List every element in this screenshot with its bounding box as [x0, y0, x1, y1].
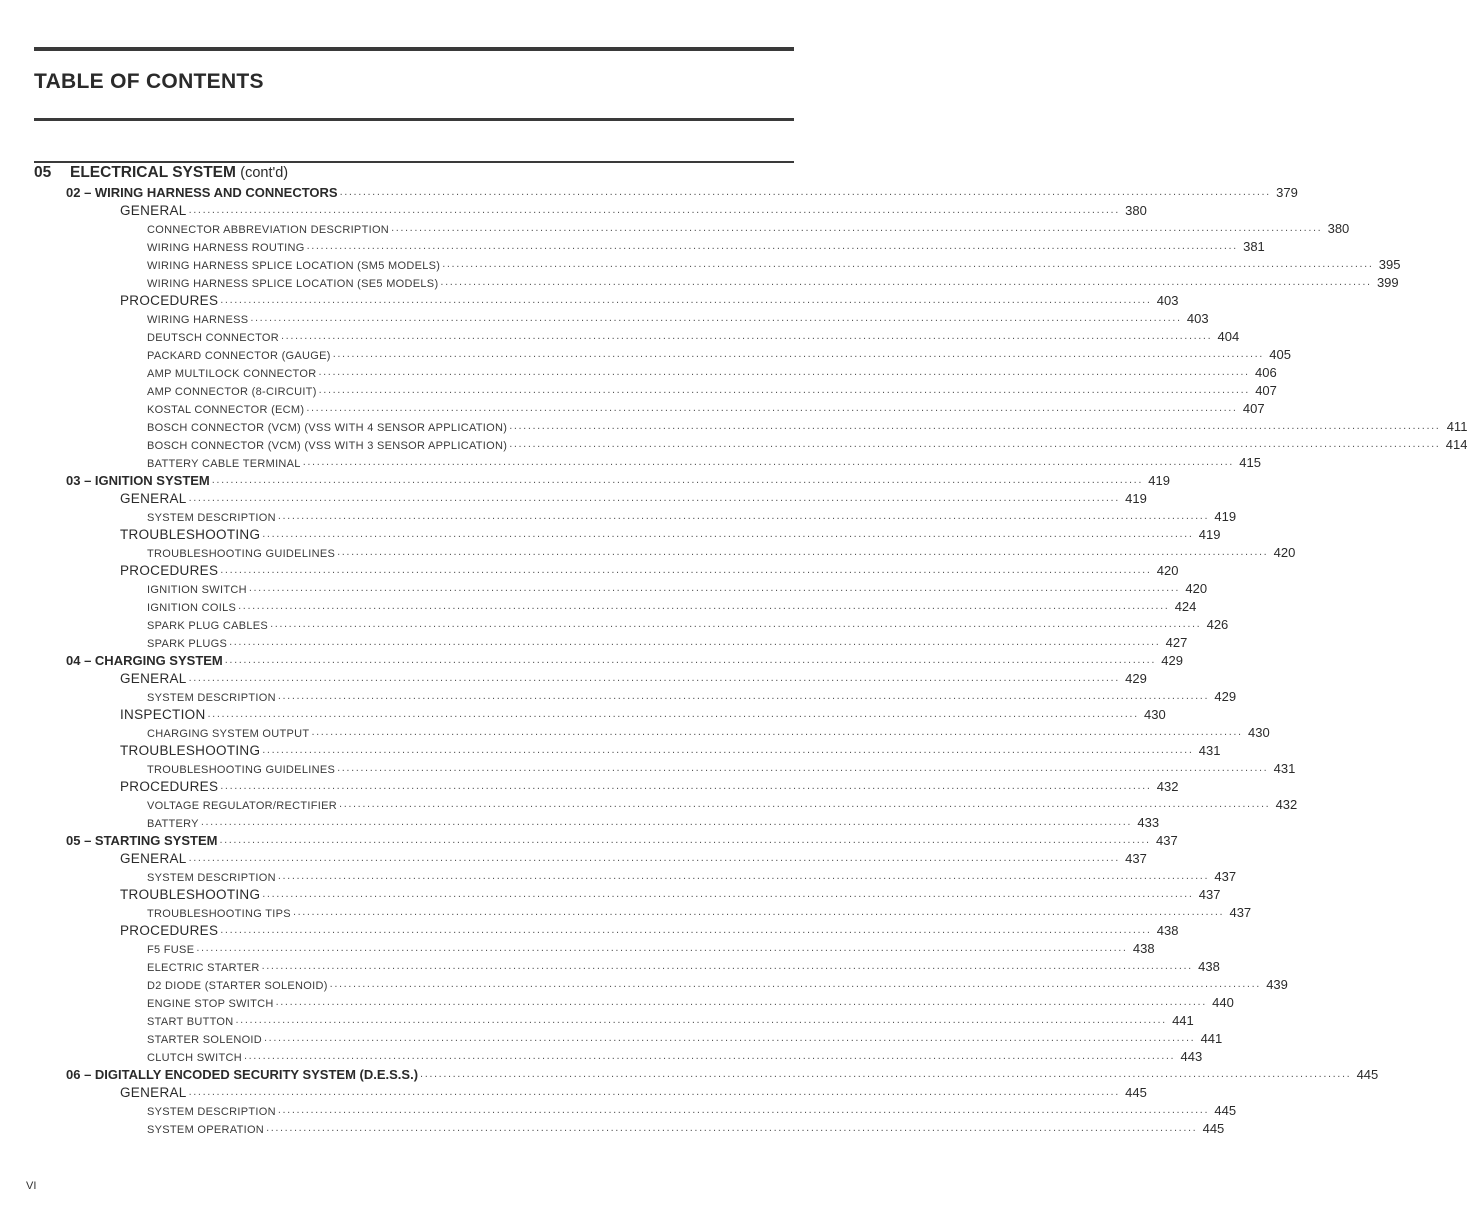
dot-leader: ........................................................................................................................................................................................................ — [188, 672, 1120, 684]
dot-leader: ........................................................................................................................................................................................................ — [219, 834, 1151, 846]
toc-entry-level-3[interactable] — [0, 1010, 1194, 1028]
toc-entry-label: PROCEDURES — [120, 563, 219, 578]
dot-leader: ........................................................................................................................................................................................................ — [224, 654, 1156, 666]
toc-entry-level-3[interactable] — [0, 956, 1220, 974]
toc-entry-level-3[interactable] — [0, 1118, 1225, 1136]
toc-entry-label: SPARK PLUGS — [147, 638, 228, 650]
toc-entry-level-3[interactable] — [0, 578, 1208, 596]
dot-leader: ........................................................................................................................................................................................................ — [262, 744, 1194, 756]
toc-entry-label: IGNITION COILS — [147, 602, 237, 614]
dot-leader: ........................................................................................................................................................................................................ — [220, 924, 1152, 936]
dot-leader: ........................................................................................................................................................................................................ — [302, 456, 1234, 468]
toc-entry-level-3[interactable] — [0, 1046, 1203, 1064]
dot-leader: ........................................................................................................................................................................................................ — [264, 1032, 1196, 1044]
dot-leader: ........................................................................................................................................................................................................ — [220, 780, 1152, 792]
toc-entry-level-3[interactable] — [0, 452, 1261, 470]
toc-entry-label: VOLTAGE REGULATOR/RECTIFIER — [147, 800, 338, 812]
dot-leader: ........................................................................................................................................................................................................ — [188, 852, 1120, 864]
dot-leader: ........................................................................................................................................................................................................ — [243, 1050, 1176, 1062]
toc-entry-label: PROCEDURES — [120, 293, 219, 308]
toc-entry-level-2[interactable] — [0, 524, 1221, 542]
dot-leader: ........................................................................................................................................................................................................ — [391, 222, 1323, 234]
toc-entry-label: GENERAL — [120, 1085, 187, 1100]
toc-entry-page: 419 — [1198, 527, 1221, 542]
toc-entry-level-3[interactable] — [0, 1100, 1237, 1118]
toc-entry-page: 407 — [1242, 401, 1265, 416]
dot-leader: ........................................................................................................................................................................................................ — [275, 996, 1207, 1008]
table-of-contents — [0, 182, 1467, 1136]
toc-entry-level-3[interactable] — [0, 938, 1155, 956]
dot-leader: ........................................................................................................................................................................................................ — [277, 1104, 1210, 1116]
toc-entry-level-3[interactable] — [0, 506, 1237, 524]
toc-entry-label: 03 – IGNITION SYSTEM — [66, 473, 210, 488]
section-continued: (cont'd) — [240, 165, 289, 181]
toc-entry-page: 443 — [1180, 1049, 1203, 1064]
dot-leader: ........................................................................................................................................................................................................ — [442, 258, 1374, 270]
toc-entry-level-2[interactable] — [0, 1082, 1147, 1100]
toc-entry-label: CONNECTOR ABBREVIATION DESCRIPTION — [147, 224, 390, 236]
toc-entry-label: F5 FUSE — [147, 944, 195, 956]
toc-entry-page: 407 — [1255, 383, 1277, 398]
toc-entry-page: 424 — [1174, 599, 1197, 614]
toc-entry-label: SYSTEM OPERATION — [147, 1124, 265, 1136]
toc-entry-label: SYSTEM DESCRIPTION — [147, 692, 276, 704]
toc-entry-page: 441 — [1172, 1013, 1194, 1028]
toc-entry-level-3[interactable] — [0, 398, 1265, 416]
toc-entry-label: CHARGING SYSTEM OUTPUT — [147, 728, 310, 740]
dot-leader: ........................................................................................................................................................................................................ — [207, 708, 1139, 720]
toc-entry-page: 431 — [1273, 761, 1296, 776]
toc-entry-label: TROUBLESHOOTING GUIDELINES — [147, 548, 336, 560]
toc-entry-level-2[interactable] — [0, 884, 1221, 902]
toc-entry-label: TROUBLESHOOTING — [120, 527, 261, 542]
toc-entry-level-3[interactable] — [0, 362, 1277, 380]
section-number: 05 — [34, 164, 52, 181]
toc-entry-page: 438 — [1156, 923, 1179, 938]
toc-entry-page: 437 — [1214, 869, 1237, 884]
toc-entry-level-3[interactable] — [0, 380, 1277, 398]
toc-entry-level-3[interactable] — [0, 974, 1288, 992]
title-divider — [34, 118, 794, 121]
toc-entry-page: 433 — [1137, 815, 1160, 830]
dot-leader: ........................................................................................................................................................................................................ — [311, 726, 1243, 738]
toc-entry-page: 437 — [1156, 833, 1178, 848]
toc-entry-label: BATTERY CABLE TERMINAL — [147, 458, 301, 470]
dot-leader: ........................................................................................................................................................................................................ — [196, 942, 1128, 954]
toc-entry-page: 445 — [1356, 1067, 1379, 1082]
toc-entry-label: 05 – STARTING SYSTEM — [66, 833, 218, 848]
dot-leader: ........................................................................................................................................................................................................ — [250, 312, 1182, 324]
dot-leader: ........................................................................................................................................................................................................ — [235, 1014, 1167, 1026]
toc-entry-level-3[interactable] — [0, 992, 1234, 1010]
toc-entry-label: GENERAL — [120, 491, 187, 506]
toc-entry-page: 419 — [1214, 509, 1237, 524]
toc-entry-level-3[interactable] — [0, 632, 1188, 650]
toc-entry-page: 438 — [1132, 941, 1155, 956]
toc-entry-level-1[interactable] — [0, 830, 1178, 848]
toc-entry-page: 429 — [1125, 671, 1147, 686]
page-number: VI — [26, 1180, 37, 1192]
dot-leader: ........................................................................................................................................................................................................ — [211, 474, 1143, 486]
toc-entry-page: 432 — [1275, 797, 1298, 812]
dot-leader: ........................................................................................................................................................................................................ — [266, 1122, 1198, 1134]
dot-leader: ........................................................................................................................................................................................................ — [229, 636, 1161, 648]
toc-entry-level-2[interactable] — [0, 848, 1147, 866]
toc-entry-page: 381 — [1243, 239, 1265, 254]
dot-leader: ........................................................................................................................................................................................................ — [337, 546, 1269, 558]
toc-entry-label: BOSCH CONNECTOR (VCM) (VSS WITH 3 SENSOR APPLICATION) — [147, 440, 508, 452]
toc-entry-level-1[interactable] — [0, 182, 1298, 200]
toc-entry-level-3[interactable] — [0, 218, 1350, 236]
toc-entry-level-1[interactable] — [0, 650, 1183, 668]
section-header — [34, 164, 288, 182]
toc-entry-label: STARTER SOLENOID — [147, 1034, 263, 1046]
dot-leader: ........................................................................................................................................................................................................ — [306, 240, 1238, 252]
dot-leader: ........................................................................................................................................................................................................ — [220, 294, 1152, 306]
toc-entry-page: 420 — [1273, 545, 1296, 560]
toc-entry-level-3[interactable] — [0, 542, 1296, 560]
toc-entry-label: D2 DIODE (STARTER SOLENOID) — [147, 980, 328, 992]
toc-entry-level-3[interactable] — [0, 812, 1160, 830]
toc-entry-label: ELECTRIC STARTER — [147, 962, 260, 974]
toc-entry-page: 420 — [1185, 581, 1208, 596]
toc-entry-page: 438 — [1198, 959, 1220, 974]
section-title: ELECTRICAL SYSTEM — [70, 164, 236, 181]
dot-leader: ........................................................................................................................................................................................................ — [318, 366, 1250, 378]
toc-entry-label: AMP MULTILOCK CONNECTOR — [147, 368, 317, 380]
toc-entry-page: 445 — [1202, 1121, 1225, 1136]
dot-leader: ........................................................................................................................................................................................................ — [188, 492, 1120, 504]
toc-entry-level-3[interactable] — [0, 326, 1240, 344]
toc-entry-level-3[interactable] — [0, 758, 1296, 776]
toc-entry-page: 404 — [1217, 329, 1240, 344]
toc-entry-level-3[interactable] — [0, 902, 1252, 920]
toc-entry-page: 403 — [1156, 293, 1179, 308]
dot-leader: ........................................................................................................................................................................................................ — [509, 438, 1441, 450]
toc-entry-page: 419 — [1148, 473, 1170, 488]
toc-entry-label: GENERAL — [120, 851, 187, 866]
toc-entry-level-3[interactable] — [0, 344, 1291, 362]
toc-entry-page: 380 — [1125, 203, 1147, 218]
dot-leader: ........................................................................................................................................................................................................ — [277, 510, 1210, 522]
toc-entry-level-3[interactable] — [0, 686, 1237, 704]
dot-leader: ........................................................................................................................................................................................................ — [262, 888, 1194, 900]
toc-entry-label: START BUTTON — [147, 1016, 234, 1028]
toc-entry-page: 427 — [1165, 635, 1188, 650]
dot-leader: ........................................................................................................................................................................................................ — [306, 402, 1238, 414]
toc-entry-label: TROUBLESHOOTING — [120, 743, 261, 758]
toc-entry-label: 04 – CHARGING SYSTEM — [66, 653, 223, 668]
toc-entry-label: TROUBLESHOOTING — [120, 887, 261, 902]
toc-entry-level-3[interactable] — [0, 308, 1209, 326]
toc-entry-level-2[interactable] — [0, 704, 1166, 722]
toc-entry-level-3[interactable] — [0, 614, 1229, 632]
toc-entry-label: PROCEDURES — [120, 923, 219, 938]
toc-entry-page: 405 — [1269, 347, 1291, 362]
toc-entry-label: BOSCH CONNECTOR (VCM) (VSS WITH 4 SENSOR APPLICATION) — [147, 422, 508, 434]
toc-entry-level-1[interactable] — [0, 1064, 1379, 1082]
toc-entry-label: WIRING HARNESS ROUTING — [147, 242, 305, 254]
dot-leader: ........................................................................................................................................................................................................ — [420, 1068, 1352, 1080]
toc-entry-label: WIRING HARNESS — [147, 314, 249, 326]
toc-entry-page: 379 — [1276, 185, 1298, 200]
toc-entry-label: KOSTAL CONNECTOR (ECM) — [147, 404, 305, 416]
toc-entry-level-3[interactable] — [0, 866, 1237, 884]
dot-leader: ........................................................................................................................................................................................................ — [262, 528, 1194, 540]
dot-leader: ........................................................................................................................................................................................................ — [440, 276, 1372, 288]
dot-leader: ........................................................................................................................................................................................................ — [339, 798, 1271, 810]
toc-entry-level-3[interactable] — [0, 1028, 1223, 1046]
toc-entry-page: 431 — [1198, 743, 1221, 758]
dot-leader: ........................................................................................................................................................................................................ — [220, 564, 1152, 576]
dot-leader: ........................................................................................................................................................................................................ — [238, 600, 1170, 612]
toc-entry-page: 380 — [1327, 221, 1350, 236]
toc-entry-level-2[interactable] — [0, 560, 1179, 578]
toc-entry-page: 441 — [1200, 1031, 1223, 1046]
toc-entry-label: 02 – WIRING HARNESS AND CONNECTORS — [66, 185, 338, 200]
toc-entry-label: GENERAL — [120, 671, 187, 686]
top-divider — [34, 47, 794, 51]
dot-leader: ........................................................................................................................................................................................................ — [188, 1086, 1120, 1098]
toc-entry-page: 437 — [1229, 905, 1252, 920]
toc-entry-level-2[interactable] — [0, 740, 1221, 758]
dot-leader: ........................................................................................................................................................................................................ — [332, 348, 1264, 360]
dot-leader: ........................................................................................................................................................................................................ — [318, 384, 1250, 396]
dot-leader: ........................................................................................................................................................................................................ — [337, 762, 1269, 774]
dot-leader: ........................................................................................................................................................................................................ — [188, 204, 1120, 216]
toc-entry-level-3[interactable] — [0, 416, 1467, 434]
toc-entry-label: PROCEDURES — [120, 779, 219, 794]
toc-entry-page: 429 — [1214, 689, 1237, 704]
toc-entry-level-1[interactable] — [0, 470, 1170, 488]
toc-entry-label: DEUTSCH CONNECTOR — [147, 332, 280, 344]
dot-leader: ........................................................................................................................................................................................................ — [248, 582, 1181, 594]
toc-entry-label: PACKARD CONNECTOR (GAUGE) — [147, 350, 331, 362]
toc-entry-page: 426 — [1206, 617, 1229, 632]
toc-entry-label: AMP CONNECTOR (8-CIRCUIT) — [147, 386, 317, 398]
toc-entry-level-3[interactable] — [0, 434, 1467, 452]
toc-entry-page: 440 — [1212, 995, 1234, 1010]
toc-entry-label: BATTERY — [147, 818, 199, 830]
toc-entry-page: 420 — [1156, 563, 1179, 578]
toc-entry-page: 406 — [1255, 365, 1277, 380]
toc-entry-level-3[interactable] — [0, 272, 1399, 290]
toc-entry-label: CLUTCH SWITCH — [147, 1052, 242, 1064]
toc-entry-label: ENGINE STOP SWITCH — [147, 998, 274, 1010]
dot-leader: ........................................................................................................................................................................................................ — [200, 816, 1133, 828]
page-title: TABLE OF CONTENTS — [34, 70, 264, 93]
dot-leader: ........................................................................................................................................................................................................ — [329, 978, 1261, 990]
toc-entry-label: GENERAL — [120, 203, 187, 218]
toc-entry-label: IGNITION SWITCH — [147, 584, 247, 596]
toc-entry-label: WIRING HARNESS SPLICE LOCATION (SE5 MODELS) — [147, 278, 439, 290]
toc-entry-page: 445 — [1214, 1103, 1237, 1118]
dot-leader: ........................................................................................................................................................................................................ — [292, 906, 1225, 918]
toc-entry-page: 414 — [1445, 437, 1467, 452]
toc-entry-level-2[interactable] — [0, 488, 1147, 506]
toc-entry-page: 430 — [1247, 725, 1270, 740]
toc-entry-page: 399 — [1376, 275, 1399, 290]
toc-entry-label: SYSTEM DESCRIPTION — [147, 1106, 276, 1118]
toc-entry-level-3[interactable] — [0, 794, 1298, 812]
dot-leader: ........................................................................................................................................................................................................ — [277, 870, 1210, 882]
dot-leader: ........................................................................................................................................................................................................ — [509, 420, 1441, 432]
toc-entry-page: 430 — [1144, 707, 1166, 722]
toc-entry-level-3[interactable] — [0, 596, 1197, 614]
toc-entry-label: 06 – DIGITALLY ENCODED SECURITY SYSTEM (D.E.S.S.) — [66, 1067, 419, 1082]
toc-entry-level-3[interactable] — [0, 254, 1401, 272]
toc-entry-page: 437 — [1125, 851, 1147, 866]
toc-entry-label: SYSTEM DESCRIPTION — [147, 872, 276, 884]
toc-entry-page: 395 — [1378, 257, 1401, 272]
toc-entry-label: TROUBLESHOOTING TIPS — [147, 908, 291, 920]
section-divider — [34, 161, 794, 163]
toc-entry-page: 411 — [1446, 419, 1467, 434]
toc-entry-level-3[interactable] — [0, 722, 1270, 740]
toc-entry-label: SYSTEM DESCRIPTION — [147, 512, 276, 524]
toc-entry-page: 429 — [1161, 653, 1183, 668]
dot-leader: ........................................................................................................................................................................................................ — [261, 960, 1193, 972]
toc-entry-level-3[interactable] — [0, 236, 1265, 254]
toc-entry-page: 439 — [1266, 977, 1288, 992]
dot-leader: ........................................................................................................................................................................................................ — [270, 618, 1202, 630]
toc-entry-level-2[interactable] — [0, 200, 1147, 218]
toc-entry-label: SPARK PLUG CABLES — [147, 620, 269, 632]
dot-leader: ........................................................................................................................................................................................................ — [339, 186, 1271, 198]
toc-entry-page: 432 — [1156, 779, 1179, 794]
dot-leader: ........................................................................................................................................................................................................ — [277, 690, 1210, 702]
toc-entry-label: TROUBLESHOOTING GUIDELINES — [147, 764, 336, 776]
toc-entry-page: 415 — [1239, 455, 1261, 470]
toc-entry-page: 437 — [1198, 887, 1221, 902]
toc-entry-page: 403 — [1186, 311, 1209, 326]
toc-entry-level-2[interactable] — [0, 290, 1179, 308]
toc-entry-label: INSPECTION — [120, 707, 206, 722]
toc-entry-page: 419 — [1125, 491, 1147, 506]
toc-entry-level-2[interactable] — [0, 668, 1147, 686]
dot-leader: ........................................................................................................................................................................................................ — [281, 330, 1213, 342]
toc-entry-page: 445 — [1125, 1085, 1147, 1100]
toc-entry-level-2[interactable] — [0, 776, 1179, 794]
toc-entry-label: WIRING HARNESS SPLICE LOCATION (SM5 MODELS) — [147, 260, 441, 272]
toc-entry-level-2[interactable] — [0, 920, 1179, 938]
